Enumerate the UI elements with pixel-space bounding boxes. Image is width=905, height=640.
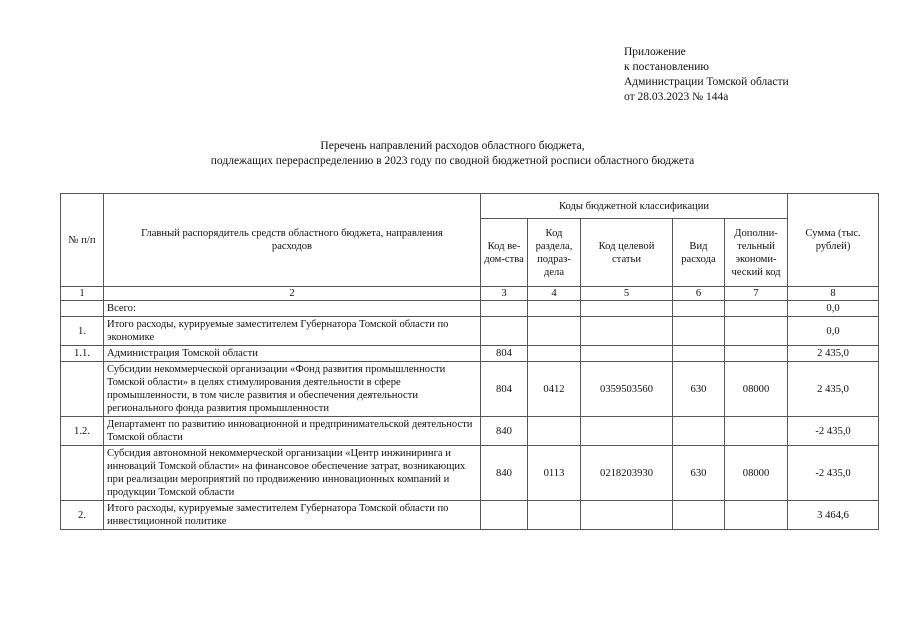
- table-row: [61, 346, 879, 362]
- title-line: Перечень направлений расходов областного бюджета,: [320, 140, 585, 152]
- row-name: Департамент по развитию инновационной и предпринимательской деятельности Томской области: [104, 417, 481, 446]
- row-dop: [725, 317, 788, 346]
- row-target: [581, 301, 673, 317]
- row-name: Итого расходы, курируемые заместителем Губернатора Томской области по экономике: [104, 317, 481, 346]
- row-target: [581, 317, 673, 346]
- row-vid: 630: [673, 446, 725, 501]
- row-dop: [725, 346, 788, 362]
- header-ved: Код ве-дом-ства: [481, 219, 528, 287]
- row-num: 1.1.: [61, 346, 104, 362]
- table-row: [61, 446, 879, 501]
- appendix-line: Администрации Томской области: [624, 76, 789, 88]
- row-dop: [725, 501, 788, 530]
- header-sum: Сумма (тыс. рублей): [788, 194, 879, 287]
- row-ved: [481, 317, 528, 346]
- row-name: Итого расходы, курируемые заместителем Губернатора Томской области по инвестиционной политике: [104, 501, 481, 530]
- row-target: 0359503560: [581, 362, 673, 417]
- row-ved: 804: [481, 362, 528, 417]
- header-num: № п/п: [61, 194, 104, 287]
- appendix-line: от 28.03.2023 № 144а: [624, 91, 729, 103]
- row-razdel: [528, 346, 581, 362]
- row-num: 2.: [61, 501, 104, 530]
- table-row: [61, 317, 879, 346]
- row-vid: [673, 301, 725, 317]
- column-number-row: [61, 287, 879, 301]
- column-number: 3: [481, 287, 528, 301]
- row-vid: [673, 501, 725, 530]
- row-ved: 840: [481, 417, 528, 446]
- column-number: 5: [581, 287, 673, 301]
- row-target: [581, 417, 673, 446]
- row-sum: -2 435,0: [788, 446, 879, 501]
- row-razdel: 0412: [528, 362, 581, 417]
- row-razdel: 0113: [528, 446, 581, 501]
- appendix-line: к постановлению: [624, 61, 709, 73]
- row-sum: 0,0: [788, 301, 879, 317]
- document-title: [0, 139, 905, 169]
- row-dop: [725, 417, 788, 446]
- row-razdel: [528, 417, 581, 446]
- table-row: [61, 501, 879, 530]
- row-sum: 2 435,0: [788, 362, 879, 417]
- row-ved: [481, 301, 528, 317]
- row-name: Администрация Томской области: [104, 346, 481, 362]
- row-ved: [481, 501, 528, 530]
- column-number: 4: [528, 287, 581, 301]
- title-line: подлежащих перераспределению в 2023 году по сводной бюджетной росписи областного бюджета: [210, 155, 695, 167]
- row-target: [581, 346, 673, 362]
- row-num: [61, 362, 104, 417]
- header-codes: Коды бюджетной классификации: [481, 194, 788, 219]
- appendix-block: [624, 45, 789, 105]
- row-num: [61, 301, 104, 317]
- table-row: [61, 417, 879, 446]
- header-target: Код целевой статьи: [581, 219, 673, 287]
- row-num: [61, 446, 104, 501]
- row-vid: [673, 417, 725, 446]
- row-ved: 804: [481, 346, 528, 362]
- budget-table: [60, 193, 879, 530]
- column-number: 1: [61, 287, 104, 301]
- row-razdel: [528, 301, 581, 317]
- row-num: 1.2.: [61, 417, 104, 446]
- table-row-total: [61, 301, 879, 317]
- row-num: 1.: [61, 317, 104, 346]
- table-row: [61, 362, 879, 417]
- appendix-line: Приложение: [624, 46, 686, 58]
- row-vid: [673, 317, 725, 346]
- column-number: 7: [725, 287, 788, 301]
- row-razdel: [528, 317, 581, 346]
- header-dop: Дополни-тельный экономи-ческий код: [725, 219, 788, 287]
- row-razdel: [528, 501, 581, 530]
- header-name: Главный распорядитель средств областного бюджета, направления расходов: [104, 194, 481, 287]
- row-target: [581, 501, 673, 530]
- header-row: [61, 194, 879, 219]
- row-name: Субсидия автономной некоммерческой организации «Центр инжиниринга и инноваций Томской области» на финансовое обеспечение затрат, возникающих при реализации мероприятий по продвижению инновационных компаний и продукции Томской области: [104, 446, 481, 501]
- row-sum: 2 435,0: [788, 346, 879, 362]
- column-number: 6: [673, 287, 725, 301]
- header-razdel: Код раздела, подраз-дела: [528, 219, 581, 287]
- row-name: Субсидии некоммерческой организации «Фонд развития промышленности Томской области» в целях стимулирования деятельности в сфере промышленности, в том числе развития и обеспечения деятельности регионального фонда развития промышленности: [104, 362, 481, 417]
- header-vid: Вид расхода: [673, 219, 725, 287]
- column-number: 8: [788, 287, 879, 301]
- row-dop: [725, 301, 788, 317]
- row-sum: 3 464,6: [788, 501, 879, 530]
- row-sum: 0,0: [788, 317, 879, 346]
- row-sum: -2 435,0: [788, 417, 879, 446]
- row-target: 0218203930: [581, 446, 673, 501]
- row-vid: 630: [673, 362, 725, 417]
- row-ved: 840: [481, 446, 528, 501]
- row-name: Всего:: [104, 301, 481, 317]
- row-vid: [673, 346, 725, 362]
- row-dop: 08000: [725, 362, 788, 417]
- row-dop: 08000: [725, 446, 788, 501]
- column-number: 2: [104, 287, 481, 301]
